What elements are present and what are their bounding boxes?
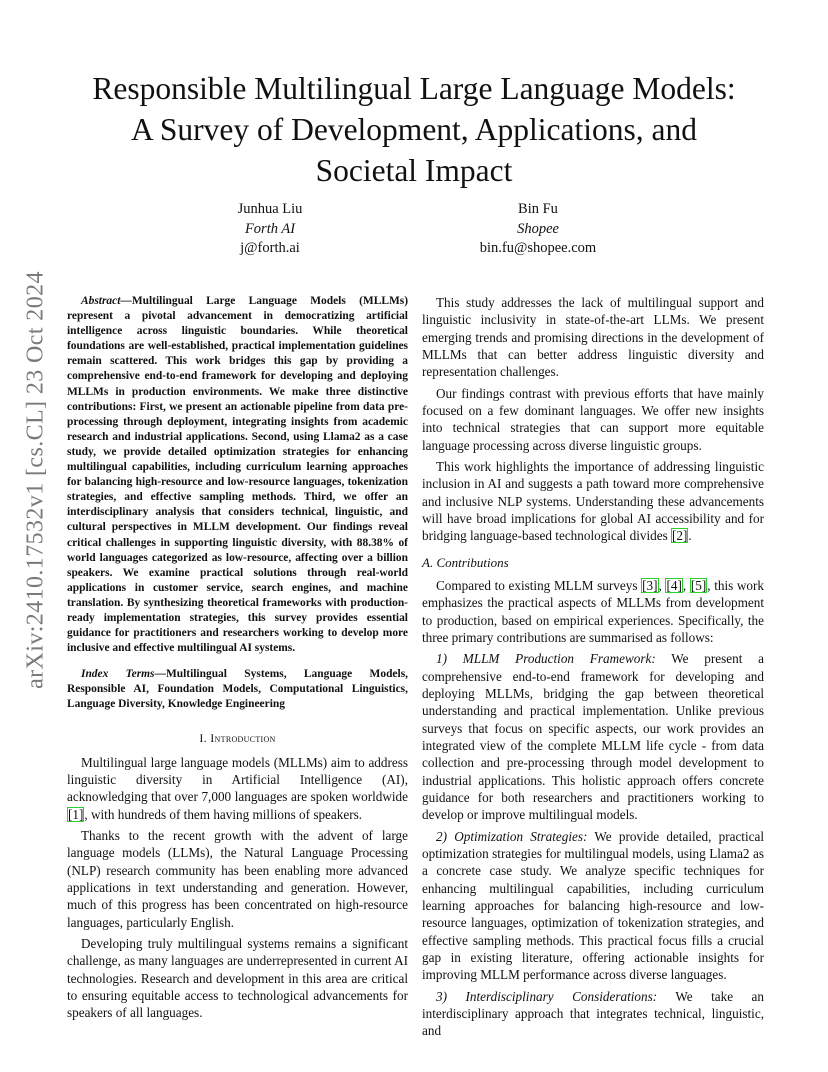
- author-affiliation: Forth AI: [244, 220, 296, 237]
- title-line-1: Responsible Multilingual Large Language Models:: [92, 71, 736, 106]
- text-run: .: [688, 528, 692, 544]
- section-heading-introduction: [67, 731, 408, 746]
- text-run: ,: [682, 577, 690, 593]
- author-affiliation: Shopee: [517, 220, 559, 237]
- citation-link[interactable]: [2]: [672, 528, 688, 544]
- abstract-lead: Abstract: [81, 295, 121, 307]
- author-name: Junhua Liu: [237, 201, 303, 217]
- author-1: [170, 200, 370, 259]
- citation-link[interactable]: [5]: [690, 577, 707, 593]
- right-paragraph-1: This study addresses the lack of multilingual support and linguistic inclusivity in state-of-the-art LLMs. We present emerging trends and promising directions in the development of MLLMs that can better address linguistic diversity and representation challenges.: [422, 295, 764, 380]
- contribution-title: 3) Interdisciplinary Considerations:: [436, 988, 658, 1004]
- left-column: [67, 294, 408, 1022]
- text-run: ,: [658, 577, 666, 593]
- subsection-heading-contributions: A. Contributions: [422, 554, 509, 570]
- contribution-1: [422, 650, 764, 823]
- index-terms-text: —Multilingual Systems, Language Models, Responsible AI, Foundation Models, Computational Linguistics, Language Diversity, Knowledge Engineering: [67, 668, 409, 711]
- contribution-title: 2) Optimization Strategies:: [436, 828, 588, 844]
- citation-link[interactable]: [4]: [666, 577, 682, 593]
- citation-link[interactable]: [3]: [642, 577, 658, 593]
- author-2: [438, 200, 638, 259]
- contributions-intro: [422, 577, 764, 646]
- title-line-2: A Survey of Development, Applications, and: [130, 112, 698, 147]
- contribution-2: [422, 828, 764, 984]
- text-run: This work highlights the importance of addressing linguistic inclusion in AI and suggests a path toward more comprehensive and inclusive NLP systems. Understanding these advancements will have broad implications for global AI accessibility and for bridging language-based technological divides: [422, 459, 764, 544]
- contribution-title: 1) MLLM Production Framework:: [436, 651, 656, 667]
- text-run: Compared to existing MLLM surveys: [436, 577, 642, 593]
- right-column: [422, 294, 764, 1040]
- section-title: Introduction: [210, 730, 276, 745]
- right-paragraph-2: Our findings contrast with previous efforts that have mainly focused on a few dominant languages. We offer new insights into technical strategies that can support more equitable language processing across diverse linguistic groups.: [422, 385, 764, 453]
- index-terms-lead: Index Terms: [81, 668, 155, 681]
- citation-link[interactable]: [1]: [68, 806, 84, 822]
- text-run: , this work emphasizes the practical aspects of MLLMs from development to production, based on empirical experiences. Specifically, the three primary contributions are summarised as follows:: [422, 577, 765, 645]
- text-run: Multilingual large language models (MLLMs) aim to address linguistic diversity in Artificial Intelligence (AI), acknowledging that over 7,000 languages are spoken worldwide: [67, 754, 408, 805]
- contribution-3: [422, 988, 764, 1040]
- author-name: Bin Fu: [518, 201, 558, 217]
- section-number: I.: [199, 730, 207, 745]
- author-email: j@forth.ai: [240, 240, 300, 256]
- author-email: bin.fu@shopee.com: [479, 240, 597, 256]
- intro-paragraph-2: Thanks to the recent growth with the advent of large language models (LLMs), the Natural Language Processing (NLP) research community has been enabling more advanced applications in text understanding and generation. However, much of this progress has been concentrated on high-resource languages, particularly English.: [67, 827, 408, 930]
- text-run: We present a comprehensive end-to-end framework for developing and deploying MLLMs, bridging the gap between theoretical understanding and practical implementation. Unlike previous surveys that focus on specific aspects, our work provides an integrated view of the complete MLLM life cycle - from data collection and pre-processing through model development to industrial applications. This holistic approach offers concrete guidance for both researchers and practitioners working to develop or improve multilingual models.: [422, 651, 764, 823]
- index-terms: [67, 667, 408, 712]
- text-run: , with hundreds of them having millions of speakers.: [84, 806, 363, 822]
- abstract-text: —Multilingual Large Language Models (MLLMs) represent a pivotal advancement in democratizing artificial intelligence across linguistic boundaries. While theoretical foundations are well-established, practical implementation guidelines remain scattered. This work bridges this gap by providing a comprehensive end-to-end framework for developing and deploying MLLMs in production environments. We make three distinctive contributions: First, we present an actionable pipeline from data pre-processing through deployment, integrating insights from academic research and industrial applications. Second, using Llama2 as a case study, we provide detailed optimization strategies for enhancing multilingual capabilities, including curriculum learning approaches for balancing high-resource and low-resource languages, tokenization strategies, and effective sampling methods. Third, we offer an interdisciplinary analysis that considers technical, linguistic, and cultural perspectives in MLLM development. Our findings reveal critical challenges in supporting linguistic diversity, with 88.38% of world languages categorized as low-resource, affecting over a billion speakers. We examine practical solutions through real-world applications in customer service, search engines, and machine translation. By synthesizing theoretical frameworks with production-ready implementation strategies, this survey provides essential guidance for practitioners and researchers working to develop more inclusive and effective multilingual AI systems.: [67, 295, 408, 655]
- intro-paragraph-3: Developing truly multilingual systems remains a significant challenge, as many languages are underrepresented in current AI technologies. Research and development in this area are critical to ensuring equitable access to technological advancements for speakers of all languages.: [67, 935, 408, 1021]
- text-run: We take an interdisciplinary approach that integrates technical, linguistic, and: [422, 988, 764, 1039]
- arxiv-identifier-stamp: arXiv:2410.17532v1 [cs.CL] 23 Oct 2024: [22, 271, 49, 689]
- abstract: [67, 294, 408, 656]
- paper-title: [60, 68, 768, 191]
- title-line-3: Societal Impact: [315, 153, 513, 188]
- intro-paragraph-1: [67, 754, 408, 823]
- text-run: We provide detailed, practical optimization strategies for multilingual models, using Llama2 as a concrete case study. We analyze specific techniques for enhancing multilingual capabilities, including curriculum learning approaches for balancing high-resource and low-resource languages, optimization of tokenization strategies, and effective sampling methods. This practical focus fills a crucial gap in existing literature, offering actionable insights for improving MLLM performance across diverse languages.: [422, 828, 764, 983]
- right-paragraph-3: [422, 458, 764, 545]
